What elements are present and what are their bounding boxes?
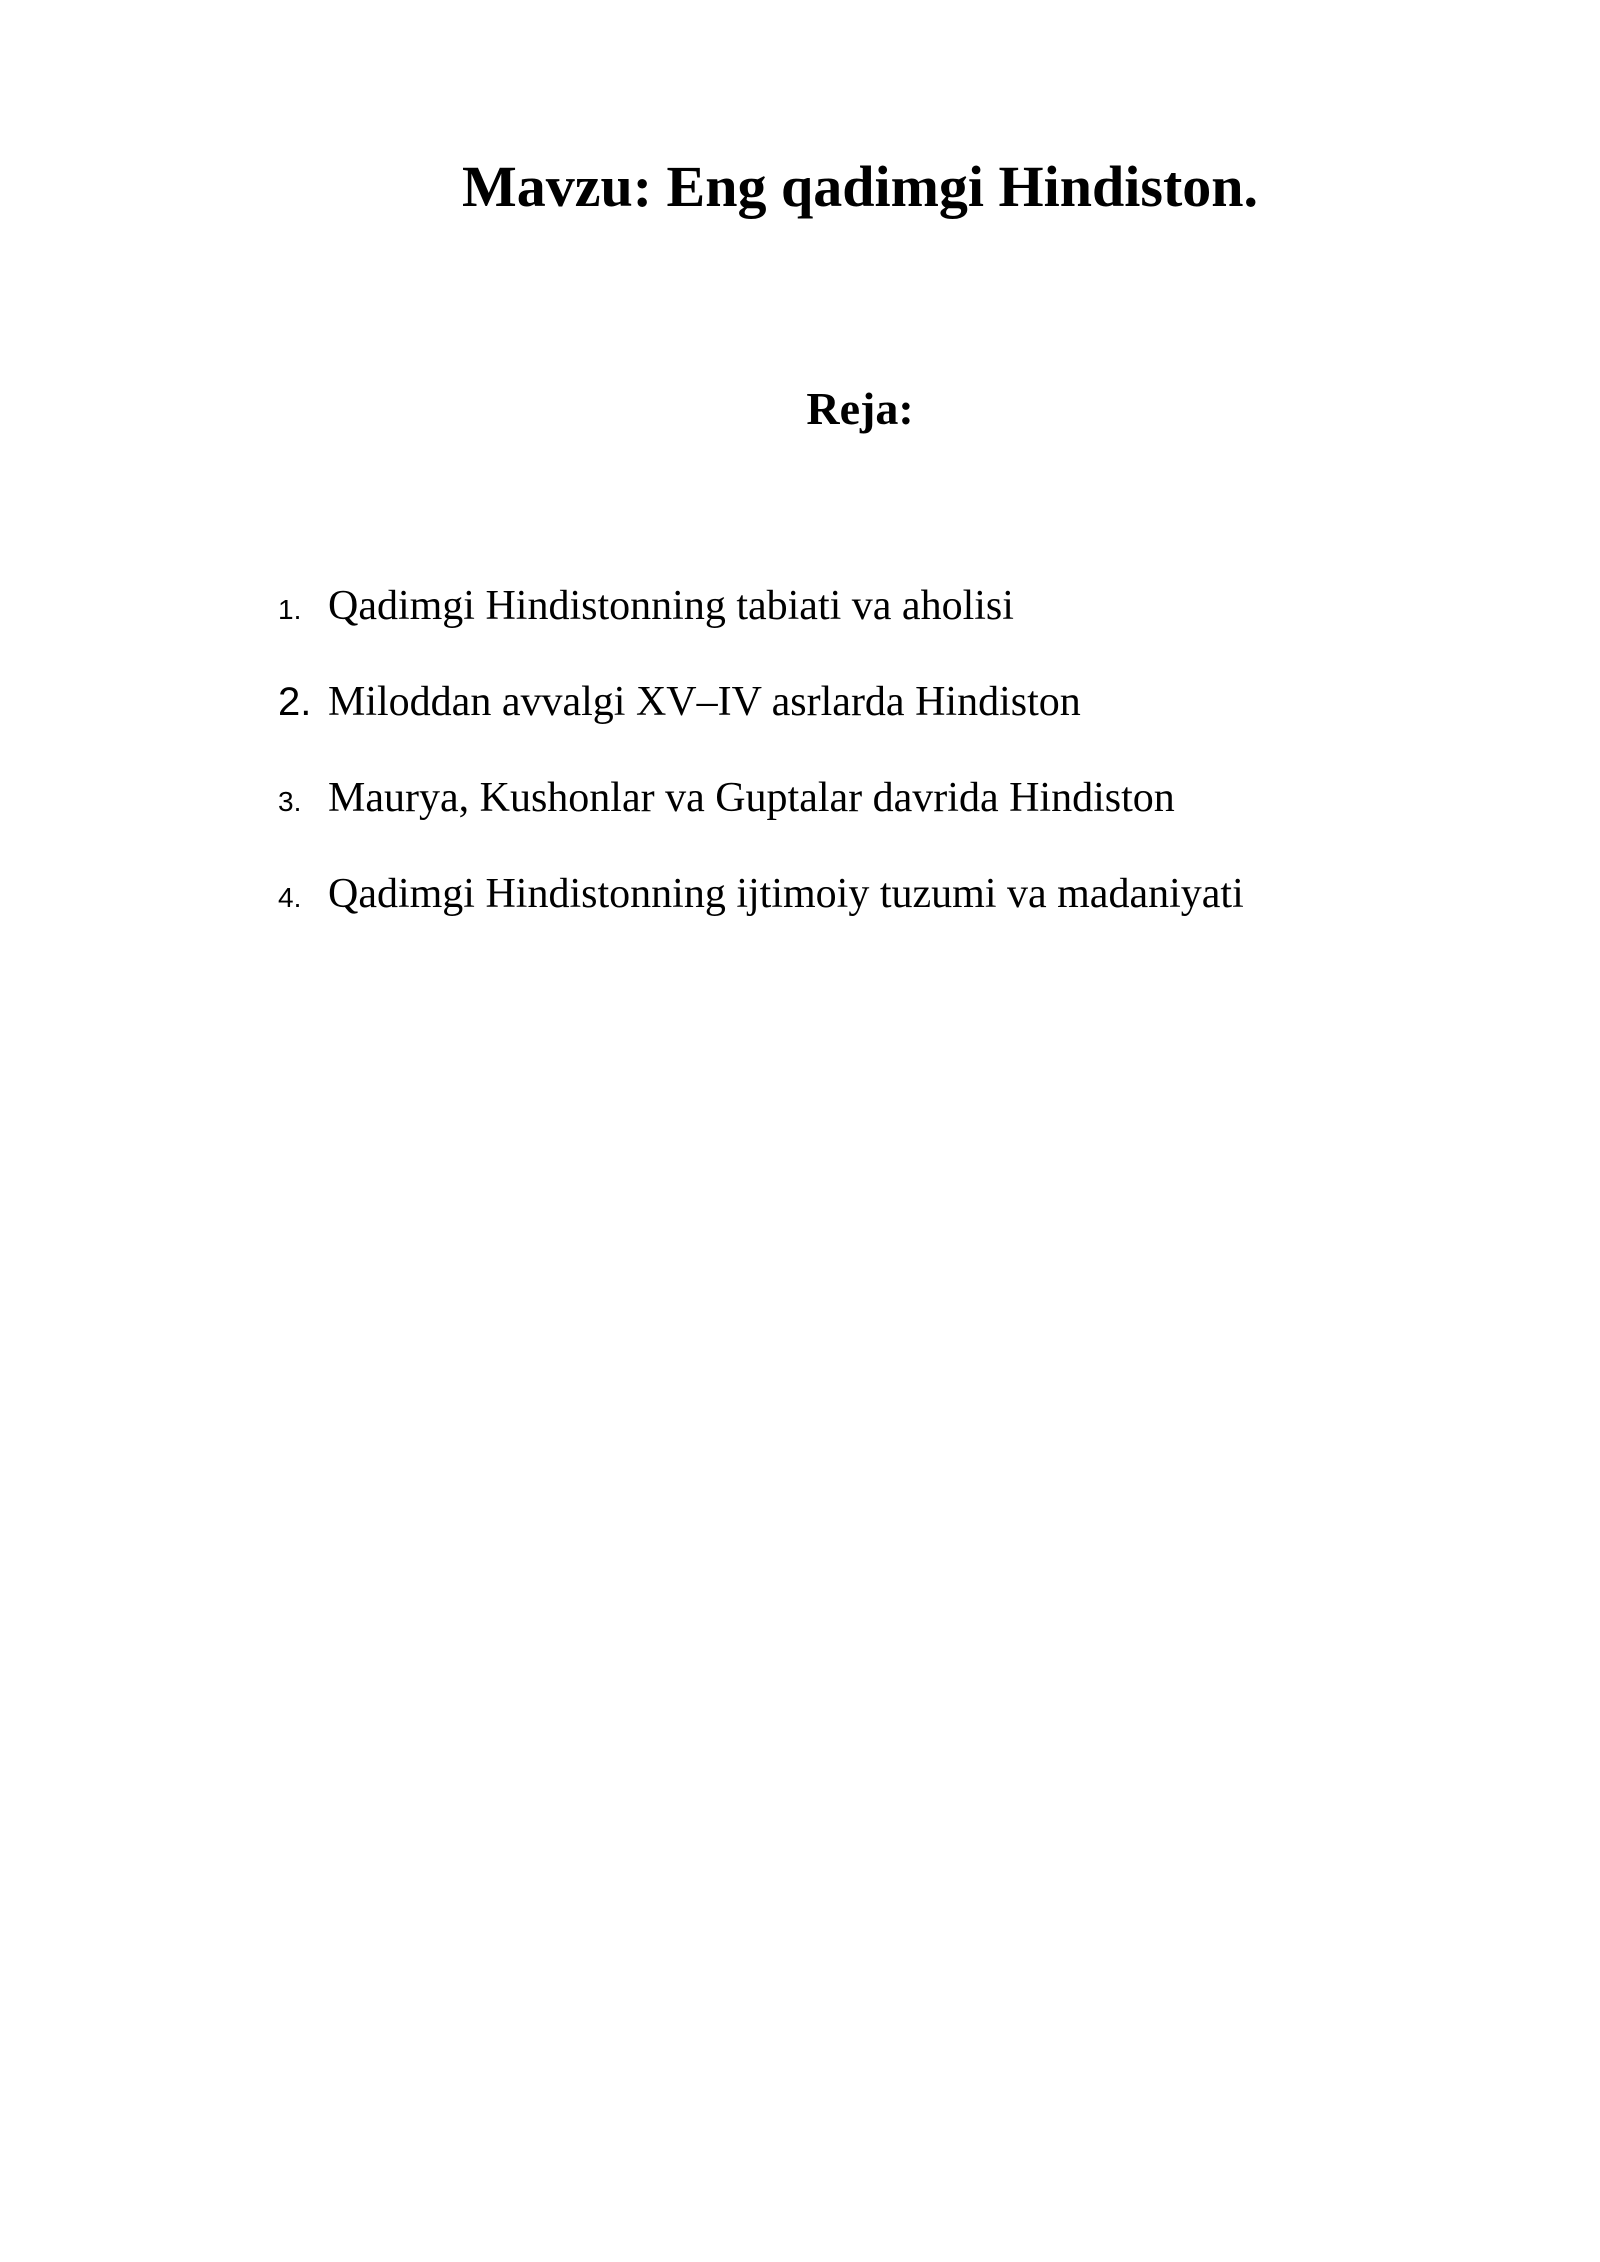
plan-item-number: 3.	[278, 786, 302, 817]
plan-heading: Reja:	[806, 383, 914, 434]
plan-item-number: 4.	[278, 882, 302, 913]
plan-item-number: 2.	[278, 680, 312, 724]
plan-item-text: Miloddan avvalgi XV–IV asrlarda Hindiston	[328, 679, 1081, 725]
plan-item-number: 1.	[278, 594, 302, 625]
page-title: Mavzu: Eng qadimgi Hindiston.	[461, 154, 1259, 219]
plan-item-text: Qadimgi Hindistonning tabiati va aholisi	[328, 583, 1014, 629]
plan-item-text: Qadimgi Hindistonning ijtimoiy tuzumi va madaniyati	[328, 871, 1244, 917]
plan-item-text: Maurya, Kushonlar va Guptalar davrida Hindiston	[328, 775, 1175, 821]
